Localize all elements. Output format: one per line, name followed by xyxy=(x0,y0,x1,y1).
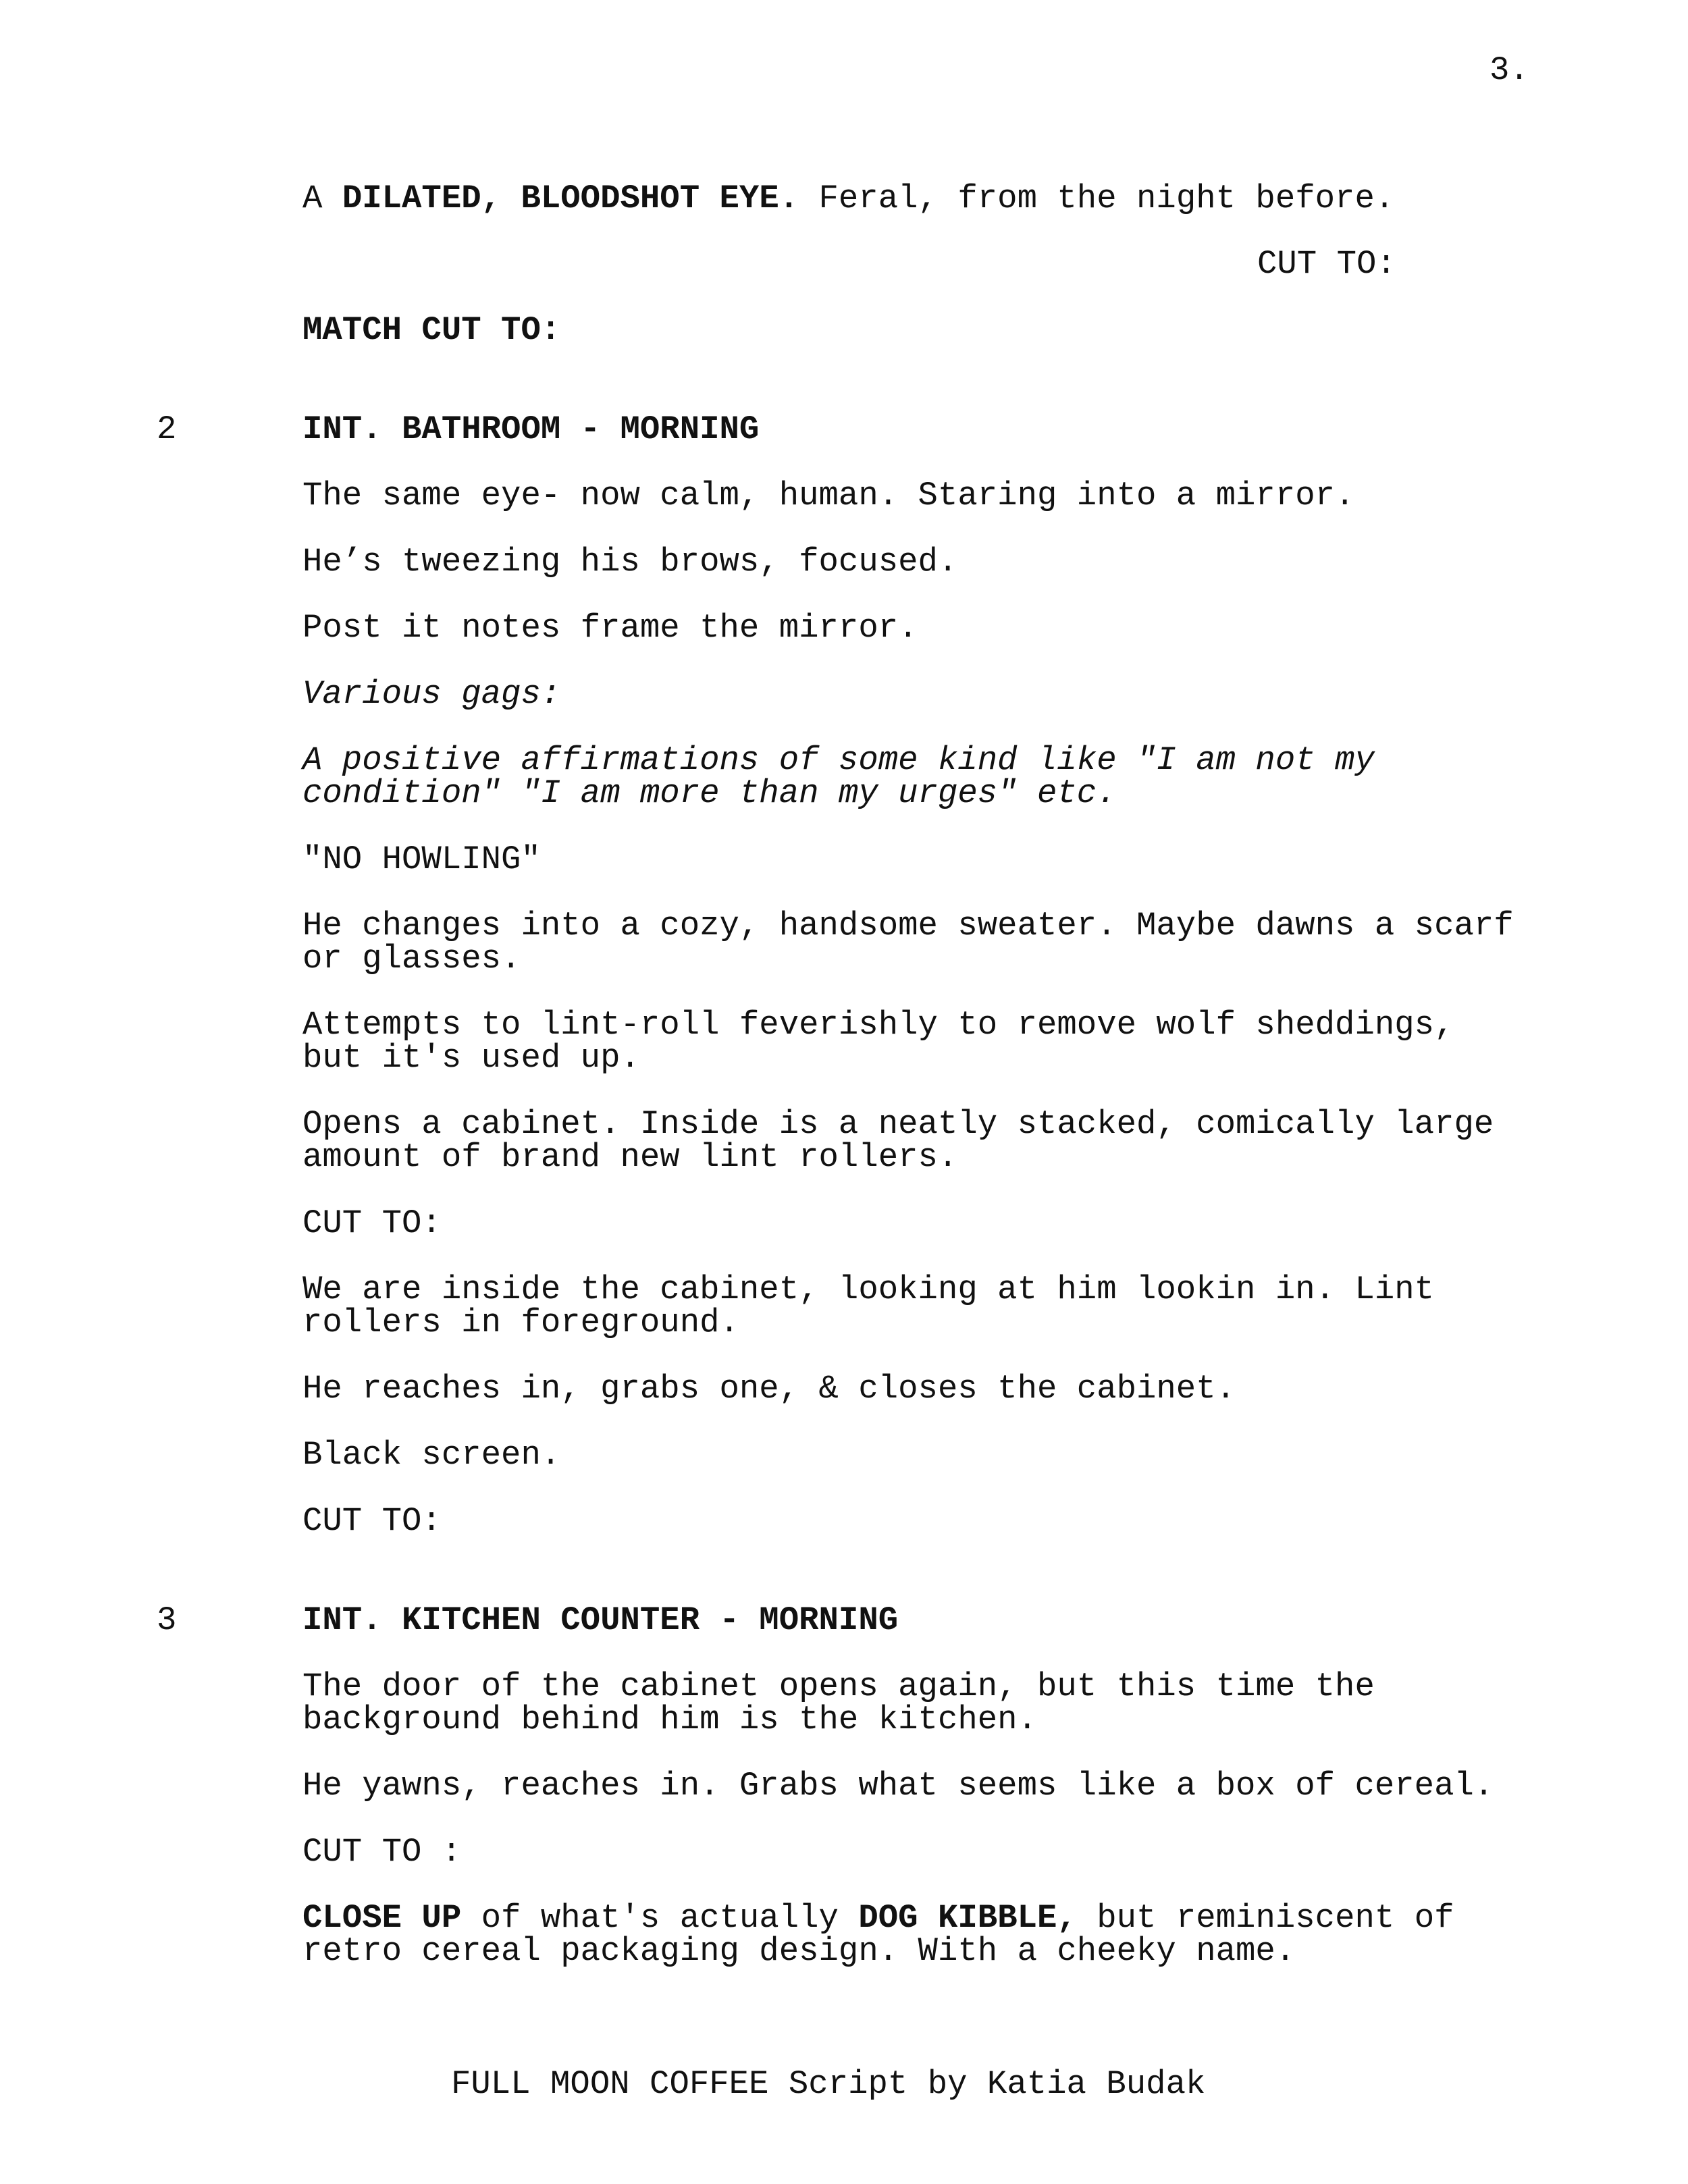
action-line: but it's used up. xyxy=(302,1039,640,1077)
action-line: He’s tweezing his brows, focused. xyxy=(302,543,958,581)
page-number: 3. xyxy=(1489,51,1529,89)
action-line xyxy=(302,182,1394,215)
action-line xyxy=(302,1899,1454,1937)
page-footer: FULL MOON COFFEE Script by Katia Budak xyxy=(451,2065,1206,2103)
action-line: CUT TO: xyxy=(302,1502,442,1540)
action-line: "NO HOWLING" xyxy=(302,841,541,878)
action-line: He reaches in, grabs one, & closes the cabinet. xyxy=(302,1370,1236,1408)
action-line: or glasses. xyxy=(302,940,521,978)
action-emphasis: CLOSE UP xyxy=(302,1899,462,1937)
transition-match-cut: MATCH CUT TO: xyxy=(302,311,561,349)
action-line-italic: condition" "I am more than my urges" etc. xyxy=(302,774,1117,812)
action-text: A xyxy=(302,180,342,217)
action-text: of what's actually xyxy=(461,1899,859,1937)
action-line-italic: Various gags: xyxy=(302,675,561,713)
action-line: He changes into a cozy, handsome sweater. Maybe dawns a scarf xyxy=(302,907,1514,944)
action-line: He yawns, reaches in. Grabs what seems like a box of cereal. xyxy=(302,1767,1494,1805)
action-text: Feral, from the night before. xyxy=(799,180,1395,217)
action-line: The same eye- now calm, human. Staring into a mirror. xyxy=(302,477,1355,514)
action-text: but reminiscent of xyxy=(1076,1899,1454,1937)
action-line: Opens a cabinet. Inside is a neatly stacked, comically large xyxy=(302,1105,1494,1143)
action-line: CUT TO: xyxy=(302,1204,442,1242)
scene-heading: INT. KITCHEN COUNTER - MORNING xyxy=(302,1601,899,1639)
action-line: CUT TO : xyxy=(302,1833,462,1871)
transition-cut-to: CUT TO: xyxy=(1257,245,1396,283)
action-emphasis: DILATED, BLOODSHOT EYE. xyxy=(342,180,799,217)
action-line: Attempts to lint-roll feverishly to remove wolf sheddings, xyxy=(302,1006,1454,1044)
action-line: retro cereal packaging design. With a cheeky name. xyxy=(302,1932,1296,1970)
scene-number: 2 xyxy=(157,410,177,448)
action-line: background behind him is the kitchen. xyxy=(302,1701,1037,1738)
scene-number: 3 xyxy=(157,1601,177,1639)
action-line: We are inside the cabinet, looking at him lookin in. Lint xyxy=(302,1271,1435,1308)
scene-heading: INT. BATHROOM - MORNING xyxy=(302,410,760,448)
action-line: rollers in foreground. xyxy=(302,1304,739,1341)
action-line: Post it notes frame the mirror. xyxy=(302,609,918,647)
action-line: Black screen. xyxy=(302,1436,561,1474)
action-line-italic: A positive affirmations of some kind like "I am not my xyxy=(302,741,1375,779)
action-emphasis: DOG KIBBLE, xyxy=(858,1899,1077,1937)
action-line: The door of the cabinet opens again, but this time the xyxy=(302,1668,1375,1705)
action-line: amount of brand new lint rollers. xyxy=(302,1138,958,1176)
